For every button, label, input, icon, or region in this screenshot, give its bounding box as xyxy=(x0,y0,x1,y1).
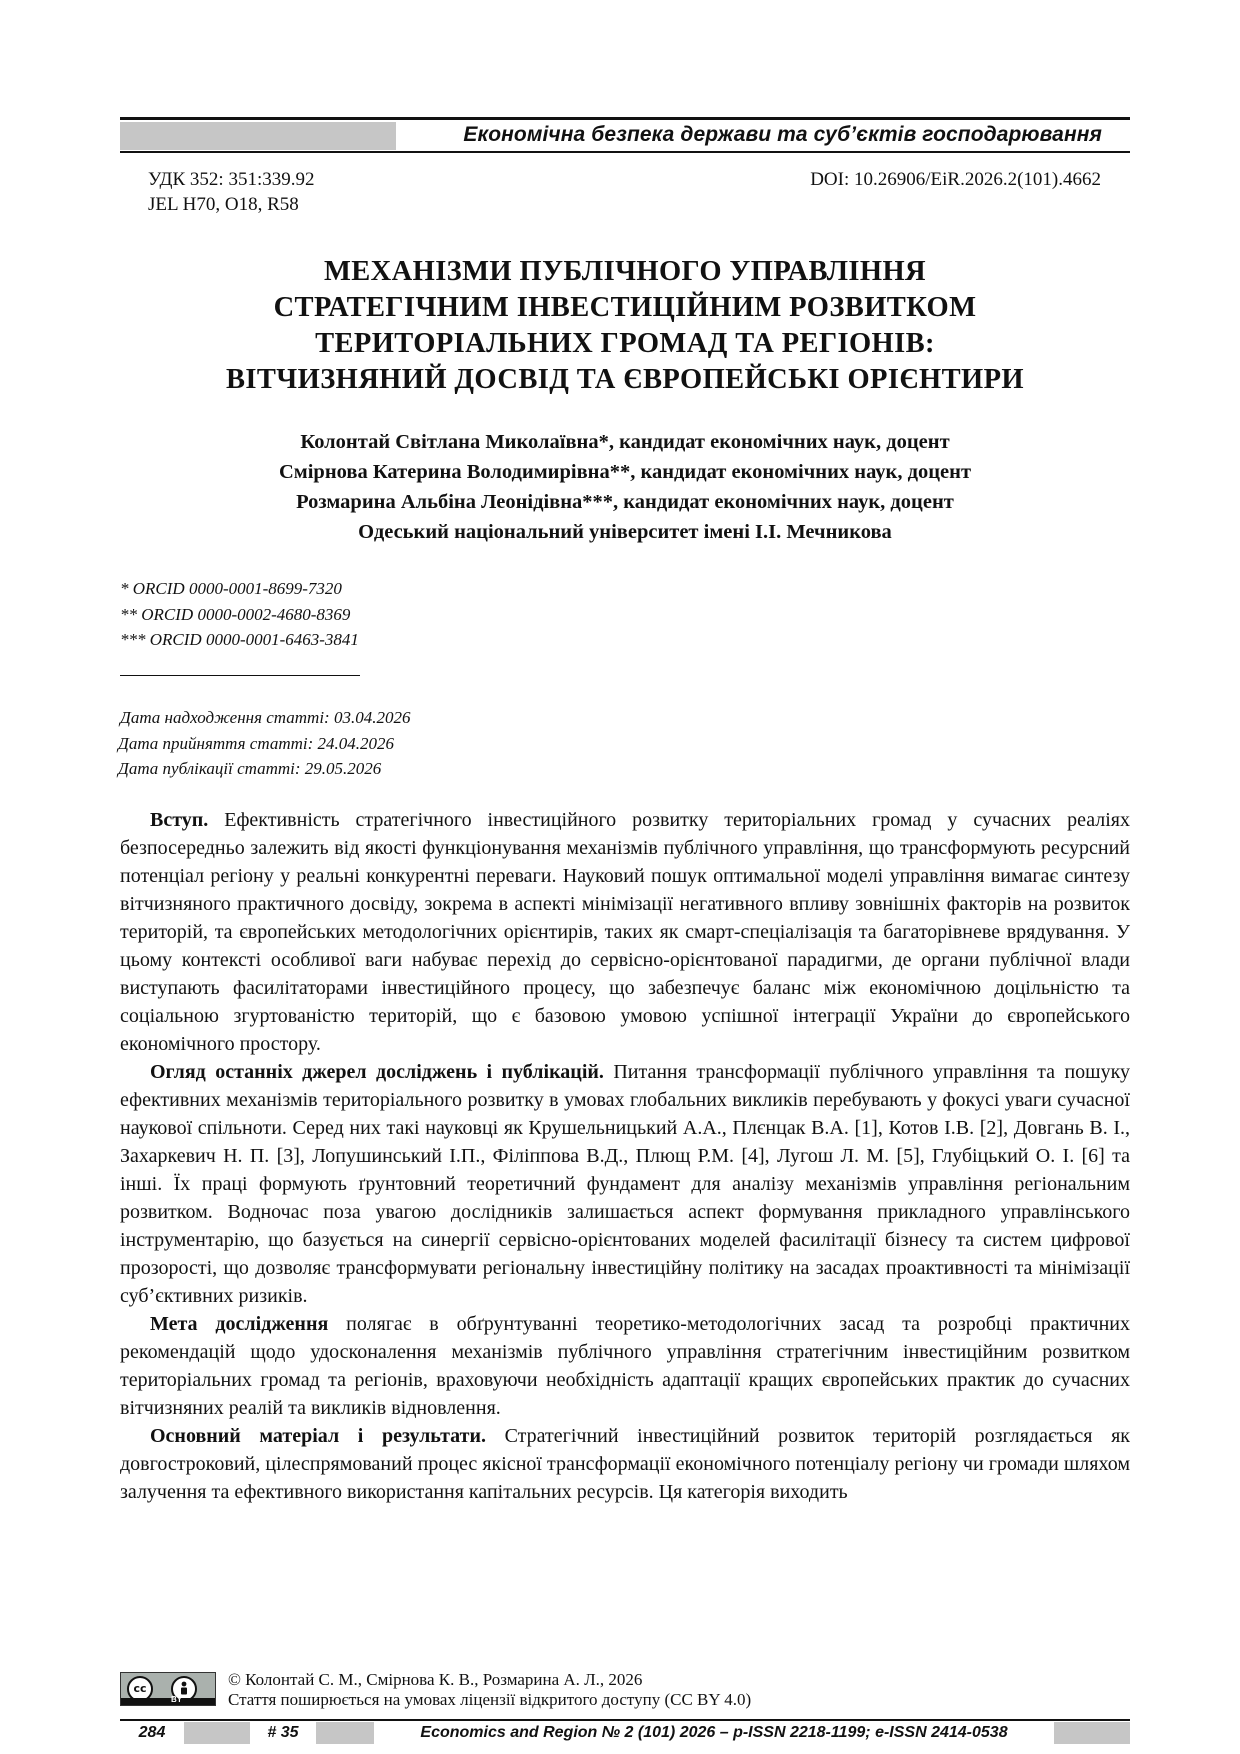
title-line: ВІТЧИЗНЯНИЙ ДОСВІД ТА ЄВРОПЕЙСЬКІ ОРІЄНТИРИ xyxy=(226,364,1024,395)
body-paragraph xyxy=(120,1058,1130,1310)
orcid-list xyxy=(120,576,359,653)
title-line: ТЕРИТОРІАЛЬНИХ ГРОМАД ТА РЕГІОНІВ: xyxy=(315,328,935,359)
date-accepted: Дата прийняття статті: 24.04.2026 xyxy=(118,733,395,753)
author-list xyxy=(120,427,1130,547)
paragraph-text: Ефективність стратегічного інвестиційного розвитку територіальних громад у сучасних реаліях безпосередньо залежить від якості функціонування механізмів публічного управління, що трансформують ресурсний потенціал регіону у реальні конкурентні переваги. Науковий пошук оптимальної моделі управління вимагає синтезу вітчизняного практичного досвіду, зокрема в аспекті мінімізації негативного впливу зовнішніх факторів на розвиток територій, та європейських методологічних орієнтирів, таких як смарт-спеціалізація та багаторівневе врядування. У цьому контексті особливої ваги набуває перехід до сервісно-орієнтованої парадигми, де органи публічної влади виступають фасилітаторами інвестиційного процесу, що забезпечує баланс між економічною доцільністю та соціальною згуртованістю територій, що є базовою умовою успішної інтеграції України до європейського економічного простору. xyxy=(120,809,1130,1055)
section-heading: Мета дослідження xyxy=(150,1313,329,1335)
title-line: МЕХАНІЗМИ ПУБЛІЧНОГО УПРАВЛІННЯ xyxy=(323,256,927,287)
running-footer xyxy=(120,1722,1130,1744)
cc-icon: cc xyxy=(127,1676,153,1702)
section-heading: Вступ. xyxy=(150,809,209,831)
article-dates xyxy=(118,705,410,782)
body-paragraph xyxy=(120,1422,1130,1506)
separator-line xyxy=(120,675,360,676)
paragraph-text: Стратегічний інвестиційний розвиток територій розглядається як довгостроковий, цілеспрямований процес якісної трансформації економічного потенціалу регіону чи громади шляхом залучення та ефективного використання капітальних ресурсів. Ця категорія виходить xyxy=(120,1425,1130,1503)
cc-by-license-badge xyxy=(120,1672,216,1706)
footer-top-rule xyxy=(120,1719,1130,1721)
copyright-line: © Колонтай С. М., Смірнова К. В., Розмарина А. Л., 2026 xyxy=(228,1670,643,1689)
by-strip xyxy=(121,1695,215,1705)
date-published: Дата публікації статті: 29.05.2026 xyxy=(118,759,382,778)
page-number: 284 xyxy=(138,1724,166,1741)
author-line: Смірнова Катерина Володимирівна**, кандидат економічних наук, доцент xyxy=(278,461,972,483)
udc-code: УДК 352: 351:339.92 xyxy=(148,169,315,190)
issue-number: # 35 xyxy=(267,1724,299,1741)
paragraph-text: Питання трансформації публічного управління та пошуку ефективних механізмів територіального розвитку в умовах глобальних викликів перебувають у фокусі уваги сучасної наукової спільноти. Серед них такі науковці як Крушельницький А.А., Плєнцак В.А. [1], Котов І.В. [2], Довгань В. І., Захаркевич Н. П. [3], Лопушинський І.П., Філіппова В.Д., Плющ Р.М. [4], Лугош Л. М. [5], Глубіцький О. І. [6] та інші. Їх праці формують ґрунтовний теоретичний фундамент для аналізу механізмів управління регіональним розвитком. Водночас поза увагою дослідників залишається аспект формування прикладного управлінського інструментарію, що базується на синергії сервісно-орієнтованих моделей фасилітації бізнесу та систем цифрової прозорості, що дозволяє трансформувати регіональну інвестиційну політику на засадах проактивності та мінімізації суб’єктивних ризиків. xyxy=(120,1061,1131,1307)
date-received: Дата надходження статті: 03.04.2026 xyxy=(120,708,411,727)
article-title xyxy=(120,254,1130,398)
header-bottom-rule xyxy=(120,151,1130,153)
header-grey-block xyxy=(120,122,396,150)
title-line: СТРАТЕГІЧНИМ ІНВЕСТИЦІЙНИМ РОЗВИТКОМ xyxy=(273,292,977,323)
running-header xyxy=(120,122,1130,150)
doi: DOI: 10.26906/EiR.2026.2(101).4662 xyxy=(810,169,1101,190)
author-line: Розмарина Альбіна Леонідівна***, кандидат економічних наук, доцент xyxy=(296,491,954,513)
section-heading: Основний матеріал і результати. xyxy=(150,1425,486,1447)
license-terms: Стаття поширюється на умовах ліцензії відкритого доступу (CC BY 4.0) xyxy=(228,1690,752,1709)
footer-grey-block xyxy=(1054,1722,1130,1744)
author-line: Колонтай Світлана Миколаївна*, кандидат економічних наук, доцент xyxy=(300,431,950,453)
orcid-entry: *** ORCID 0000-0001-6463-3841 xyxy=(120,630,359,649)
orcid-entry: ** ORCID 0000-0002-4680-8369 xyxy=(120,604,351,624)
header-top-rule xyxy=(120,117,1130,120)
by-label: BY xyxy=(171,1695,183,1704)
orcid-entry: * ORCID 0000-0001-8699-7320 xyxy=(120,579,342,598)
jel-code: JEL H70, O18, R58 xyxy=(148,194,299,215)
footer-grey-block xyxy=(316,1722,374,1744)
article-body xyxy=(120,806,1130,1506)
paragraph-text: полягає в обґрунтуванні теоретико-методологічних засад та розробці практичних рекомендацій щодо удосконалення механізмів публічного управління стратегічним інвестиційним розвитком територіальних громад та регіонів, враховуючи необхідність адаптації кращих європейських практик до сучасних вітчизняних реалій та викликів відновлення. xyxy=(120,1313,1130,1419)
body-paragraph xyxy=(120,806,1130,1058)
footer-journal-info: Economics and Region № 2 (101) 2026 – p-ISSN 2218-1199; e-ISSN 2414-0538 xyxy=(420,1724,1008,1741)
affiliation: Одеський національний університет імені І.І. Мечникова xyxy=(358,521,892,543)
section-heading: Огляд останніх джерел досліджень і публікацій. xyxy=(150,1061,604,1083)
body-paragraph xyxy=(120,1310,1130,1422)
license-text xyxy=(228,1670,751,1710)
footer-grey-block xyxy=(184,1722,250,1744)
journal-section-title: Економічна безпека держави та суб’єктів господарювання xyxy=(463,123,1102,146)
